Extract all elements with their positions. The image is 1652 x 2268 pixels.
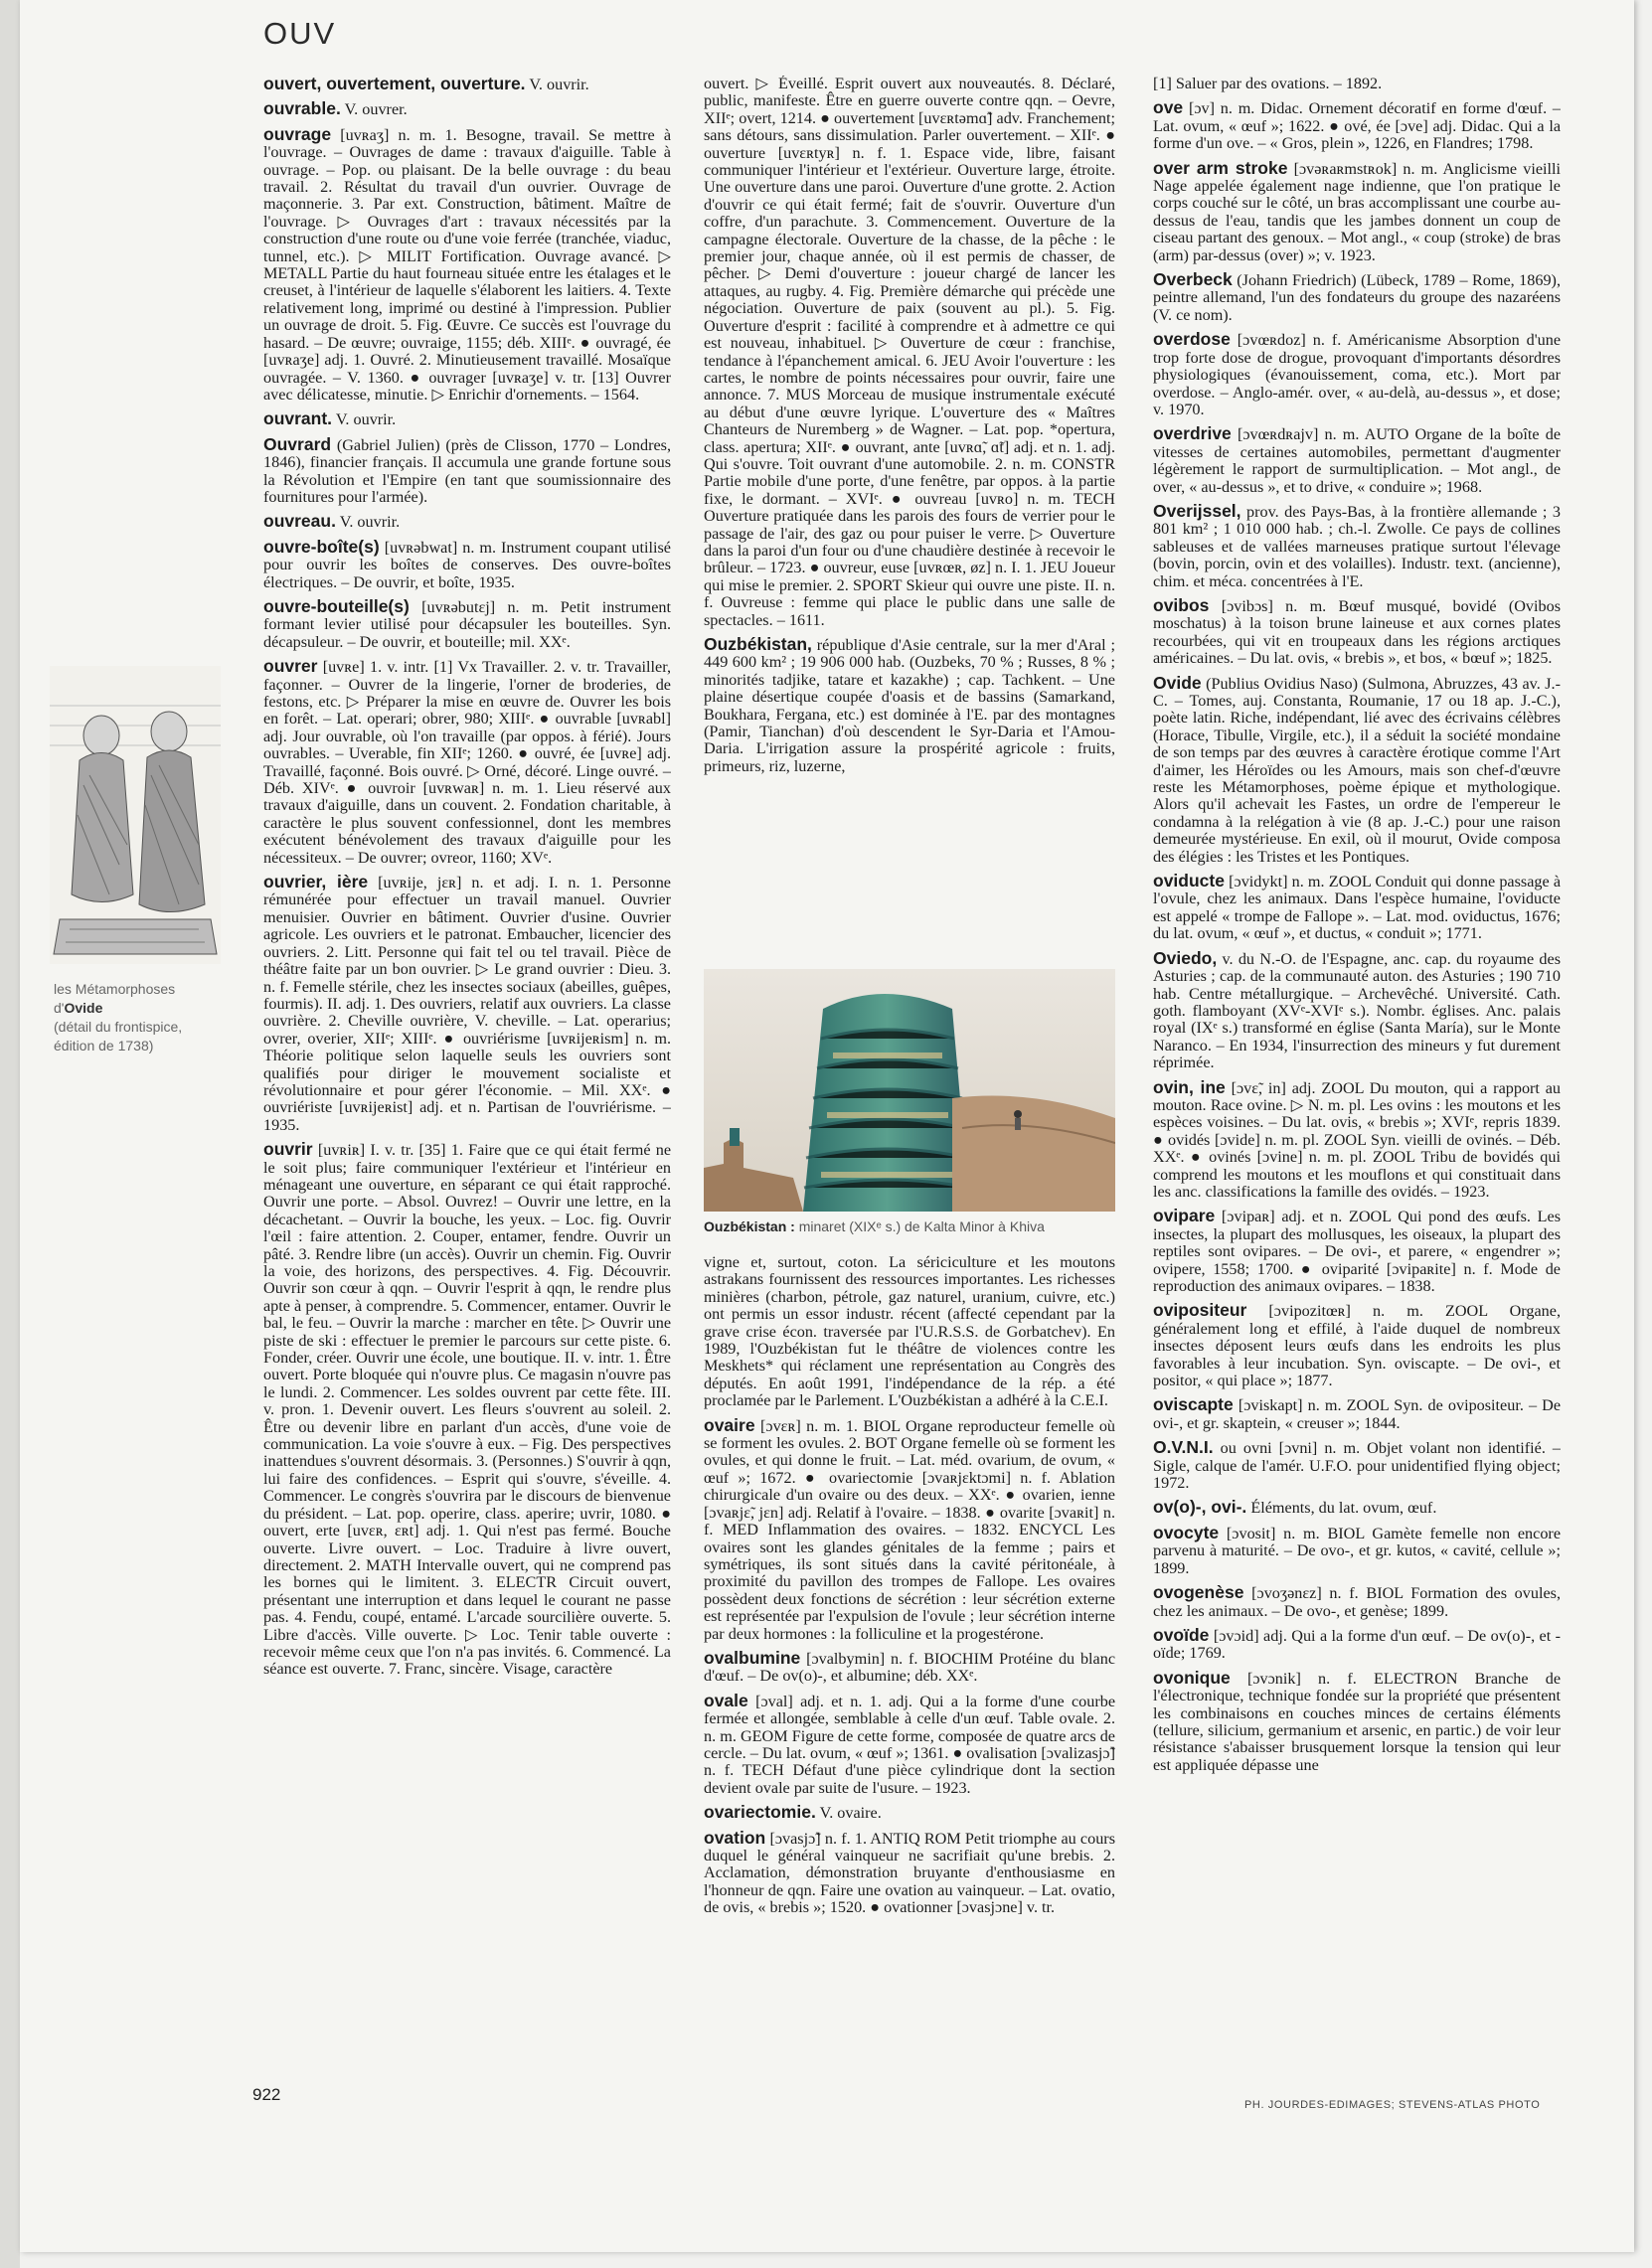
entry-headword: ouvrant. [263,408,333,429]
dictionary-entry [704,636,1115,775]
entry-definition: V. ouvrir. [335,410,397,429]
entry-headword: ovonique [1153,1667,1231,1688]
entry-definition: [ɔviskapt] n. m. ZOOL Syn. de ovipositeur. – De ovi-, et gr. skaptein, « creuser »; 1844. [1153,1396,1561,1432]
entry-headword: oviscapte [1153,1394,1234,1415]
entry-definition: [uvʀəbwat] n. m. Instrument coupant utilisé pour ouvrir les boîtes de conserves. Des ouvre-boîtes électriques. – De ouvrir, et boîte, 1935. [263,538,671,591]
entry-headword: ouvrer [263,656,318,677]
entry-definition: [ɔvasjɔ̃] n. f. 1. ANTIQ ROM Petit triomphe au cours duquel le général vainqueur ne sacrifiait qu'une brebis. 2. Acclamation, démonstration bruyante d'enthousiasme en l'honneur de qqn. Faire une ovation au vainqueur. – Lat. ovatio, de ovis, « brebis »; 1520. ● ovationner [ɔvasjɔne] v. tr. [704,1829,1115,1917]
entry-definition: V. ouvrir. [339,513,401,532]
page-number: 922 [252,2085,281,2104]
caption-line [54,999,233,1018]
entry-definition: [uvʀiʀ] I. v. tr. [35] 1. Faire que ce qui était fermé ne le soit plus; faire communiquer l'extérieur et l'intérieur en ménageant une ouverture, en séparant ce qui était rapproché. Ouvrir une porte. – Absol. Ouvrez! – Ouvrir une lettre, en la décachetant. – Ouvrir la bouche, les yeux. – Loc. fig. Ouvrir l'œil : faire attention. 2. Couper, entamer, fendre. Ouvrir un pâté. 3. Rendre libre (un accès). Ouvrir un chemin. Fig. Ouvrir la voie, des horizons, des perspectives. 4. Fig. Découvrir. Ouvrir son cœur à qqn. – Ouvrir l'esprit à qqn, le rendre plus apte à penser, à comprendre. 5. Commencer, entamer. Ouvrir le bal, le feu. – Ouvrir la marche : marcher en tête. ▷ Ouvrir une piste de ski : effectuer le premier le parcours sur cette piste. 6. Fonder, créer. Ouvrir une école, une boutique. II. v. intr. 1. Être ouvert. Porte bloquée qui n'ouvre plus. Ce magasin n'ouvre pas le lundi. 2. Commencer. Les soldes ouvrent par cette fête. III. v. pron. 1. Devenir ouvert. Les fleurs s'ouvrent au soleil. 2. Être ou devenir libre en parlant d'un accès, d'une voie de communication. La voie s'ouvre à eux. – Fig. Des perspectives inattendues s'ouvrent désormais. 3. (Personnes.) S'ouvrir à qqn, lui faire des confidences. – Esprit qui s'ouvre, s'éveille. 4. Commencer. Le congrès s'ouvrira par le discours de bienvenue du président. – Lat. pop. operire, class. aperire; uvrir, 1080. ● ouvert, erte [uvɛʀ, ɛʀt] adj. 1. Qui n'est pas fermé. Bouche ouverte. Livre ouvert. – Loc. Traduire à livre ouvert, directement. 2. MATH Intervalle ouvert, qui ne comprend pas les bornes qui le limitent. 3. ELECTR Circuit ouvert, présentant une interruption et dans lequel le courant ne passe pas. 4. Fendu, coupé, entamé. L'arcade sourcilière ouverte. 5. Libre d'accès. Ville ouverte. ▷ Loc. Tenir table ouverte : recevoir même ceux que l'on n'a pas invités. 6. Commencé. La séance est ouverte. 7. Franc, sincère. Visage, caractère [263,1141,671,1679]
entry-headword: Ouzbékistan, [704,634,812,654]
khiva-minaret-photo [704,969,1115,1212]
entry-definition: [ɔvoʒənɛz] n. f. BIOL Formation des ovules, chez les animaux. – De ovo-, et genèse; 1899. [1153,1584,1561,1620]
entry-definition: (Publius Ovidius Naso) (Sulmona, Abruzzes, 43 av. J.-C. – Tomes, auj. Constanta, Roumanie, 17 ou 18 ap. J.-C.), poète latin. Riche, indépendant, lié avec des écrivains célèbres (Horace, Tibulle, Virgile, etc.), il a séduit la société mondaine de son temps par des œuvres à caractère érotique comme l'Art d'aimer, les Héroïdes ou les Amours, mais son chef-d'œuvre reste les Métamorphoses, poème épique et mythologique. Alors qu'il achevait les Fastes, un ordre de l'empereur le condamna à la relégation à vie (8 ap. J.-C.) pour une raison demeurée mystérieuse. En exil, où il mourut, Ovide composa des élégies : les Tristes et les Pontiques. [1153,674,1561,866]
entry-headword: ovin, ine [1153,1076,1226,1097]
entry-headword: ovalbumine [704,1647,801,1668]
entry-definition: [ɔvosit] n. m. BIOL Gamète femelle non encore parvenu à maturité. – De ovo-, et gr. kutos, « cavité, cellule »; 1899. [1153,1524,1561,1577]
entry-definition: (Johann Friedrich) (Lübeck, 1789 – Rome, 1869), peintre allemand, l'un des fondateurs du groupe des nazaréens (V. ce nom). [1153,271,1561,324]
dictionary-entry [1153,1076,1561,1202]
dictionary-entry [1153,873,1561,943]
entry-definition: [ɔvɛʀ] n. m. 1. BIOL Organe reproducteur femelle où se forment les ovules. 2. BOT Organe femelle où se forment les ovules, et qui donne le fruit. – Lat. méd. ovarium, de ovum, « œuf »; 1672. ● ovariectomie [ɔvaʀjɛktɔmi] n. f. Ablation chirurgicale d'un ovaire ou des deux. – XXᵉ. ● ovarien, ienne [ɔvaʀjɛ̃, jɛn] adj. Relatif à l'ovaire. – 1838. ● ovarite [ɔvaʀit] n. f. MED Inflammation des ovaires. – 1832. ENCYCL Les ovaires sont les glandes génitales de la femme ; pairs et symétriques, ils sont situés dans la cavité péritonéale, à proximité du pavillon des trompes de Fallope. Les ovaires possèdent deux fonctions de sécrétion : leur sécrétion externe est représentée par l'expulsion de l'ovule ; leur sécrétion interne par deux hormones : la folliculine et la progestérone. [704,1416,1115,1643]
entry-headword: O.V.N.I. [1153,1437,1214,1458]
engraving-illustration [50,666,221,964]
entry-definition: [ɔvœʀdoz] n. f. Américanisme Absorption d'une trop forte dose de drogue, provoquant d'importants désordres physiologiques (évanouissement, coma, etc.). Mort par overdose. – Anglo-amér. over, « au-delà, au-dessus », et dose; v. 1970. [1153,331,1561,418]
entry-definition: [ɔvəʀaʀmstʀok] n. m. Anglicisme vieilli Nage appelée également nage indienne, que l'on pratique le corps couché sur le côté, un bras accomplissant une courbe au-dessus de l'eau, tandis que les jambes donnent un coup de ciseau partant des genoux. – Mot angl., « coup (stroke) de bras (arm) par-dessus (over) »; v. 1923. [1153,159,1561,264]
dictionary-entry [263,595,671,651]
scanner-edge [0,0,20,2268]
entry-definition: vigne et, surtout, coton. La sériciculture et les moutons astrakans fournissent des ressources importantes. Les richesses minières (charbon, pétrole, gaz naturel, uranium, cuivre, etc.) ont permis un essor industr. récent (affecté cependant par la grave crise écon. traversée par l'U.R.S.S. de Gorbatchev). En 1989, l'Ouzbékistan fut le théâtre de violences contre les Meskhets* qui réclament une représentation au Congrès des députés. En août 1991, l'indépendance de la rép. a été proclamée par le Parlement. L'Ouzbékistan a adhéré à la C.E.I. [704,1254,1115,1410]
entry-headword: Ovide [1153,672,1202,693]
entry-headword: ouvrage [263,123,332,144]
dictionary-entry [1153,1499,1561,1517]
dictionary-entry [263,76,671,93]
photo-caption-bold: Ouzbékistan : [704,1218,795,1234]
entry-headword: oviducte [1153,871,1225,891]
column-1 [263,76,671,2083]
entry-headword: Ouvrard [263,433,332,454]
ovide-caption [54,980,233,1055]
dictionary-entry [1153,500,1561,590]
entry-definition: V. ovaire. [819,1804,882,1823]
minaret-illustration [704,969,1115,1212]
dictionary-entry [263,513,671,531]
running-head: OUV [263,16,337,51]
entry-headword: ovocyte [1153,1522,1220,1542]
dictionary-entry [1153,76,1561,92]
dictionary-entry [1153,594,1561,668]
entry-definition: Éléments, du lat. ovum, œuf. [1250,1499,1437,1518]
entry-headword: ouvrir [263,1139,313,1160]
dictionary-entry [704,1647,1115,1686]
dictionary-entry [704,1804,1115,1822]
caption-line: (détail du frontispice, [54,1019,183,1035]
photo-caption [704,1218,1121,1234]
dictionary-entry [263,410,671,428]
caption-bold: Ovide [64,1000,103,1016]
entry-headword: ov(o)-, ovi-. [1153,1497,1247,1518]
dictionary-entry [704,76,1115,629]
dictionary-entry [263,658,671,867]
entry-definition: [ɔvalbymin] n. f. BIOCHIM Protéine du blanc d'œuf. – De ov(o)-, et albumine; déb. XXᵉ. [704,1649,1115,1686]
entry-headword: ovoïde [1153,1624,1210,1645]
dictionary-entry [1153,1302,1561,1389]
dictionary-entry [1153,1667,1561,1774]
entry-definition: [1] Saluer par des ovations. – 1892. [1153,76,1383,92]
entry-definition: [ɔv] n. m. Didac. Ornement décoratif en forme d'œuf. – Lat. ovum, « œuf »; 1622. ● ové, ée [ɔve] adj. Didac. Qui a la forme d'un ove. – « Gros, plein », 1226, en Flandres; 1798. [1153,99,1561,153]
dictionary-entry [1153,947,1561,1072]
entry-definition: [uvʀəbutɛj] n. m. Petit instrument formant levier utilisé pour décapsuler les bouteilles. Syn. décapsuleur. – De ouvrir, et bouteille; mil. XXᵉ. [263,597,671,651]
entry-headword: overdose [1153,329,1231,350]
dictionary-entry [1153,425,1561,496]
dictionary-entry [1153,672,1561,866]
dictionary-entry [263,536,671,591]
entry-definition: [ɔvɔnik] n. f. ELECTRON Branche de l'électronique, technique fondée sur la propriété que présentent les combinaisons en couches minces de certains éléments (tellure, silicium, germanium et arsenic, en partic.) de voir leur résistance s'abaisser brusquement lorsque la tension qui leur est appliquée dépasse une [1153,1669,1561,1774]
photo-credit: PH. JOURDES-EDIMAGES; STEVENS-ATLAS PHOTO [1244,2099,1541,2111]
entry-definition: prov. des Pays-Bas, à la frontière allemande ; 3 801 km² ; 1 010 000 hab. ; ch.-l. Zwolle. Ce pays de collines sableuses et de vallées marneuses pratique surtout l'élevage (bovin, porcin, ovin et des volailles). Industr. text. (ancienne), chim. et méca. concentrées à l'E. [1153,502,1561,590]
entry-definition: [ɔvœʀdʀajv] n. m. AUTO Organe de la boîte de vitesses de certaines automobiles, permettant d'augmenter légèrement le rapport de surmultiplication. – Mot angl., de over, « au-dessus », et to drive, « conduire »; 1968. [1153,425,1561,496]
dictionary-entry [704,1254,1115,1410]
entry-headword: ovipositeur [1153,1300,1247,1321]
entry-definition: [ɔvibɔs] n. m. Bœuf musqué, bovidé (Ovibos moschatus) à la toison brune laineuse et aux cornes plates recourbées, qui vit en troupeaux dans les régions arctiques américaines. – Du lat. ovis, « brebis », et bos, « bœuf »; 1825. [1153,596,1561,668]
entry-definition: [ɔvipaʀ] adj. et n. ZOOL Qui pond des œufs. Les insectes, la plupart des mollusques, les oiseaux, la plupart des reptiles sont ovipares. – De ovi-, et parere, « engendrer »; ovipere, 1558; 1700. ● oviparité [ɔvipaʀite] n. f. Mode de reproduction des animaux ovipares. – 1838. [1153,1208,1561,1295]
column-2 [704,76,1115,960]
entry-headword: Overijssel, [1153,500,1241,521]
entry-definition: ou ovni [ɔvni] n. m. Objet volant non identifié. – Sigle, calque de l'amér. U.F.O. pour unidentified flying object; 1972. [1153,1439,1561,1493]
entry-definition: ouvert. ▷ Éveillé. Esprit ouvert aux nouveautés. 8. Déclaré, public, manifeste. Être en guerre ouverte contre qqn. – Oevre, XIIᵉ; overt, 1214. ● ouvertement [uvɛʀtəmɑ̃] adv. Franchement; sans détours, sans dissimulation. Parler ouvertement. – XIIᵉ. ● ouverture [uvɛʀtyʀ] n. f. 1. Espace vide, libre, faisant communiquer l'intérieur et l'extérieur. Ouverture large, étroite. Une ouverture dans une paroi. Ouverture d'une grotte. 2. Action d'ouvrir ce qui était fermé; fait de s'ouvrir. Ouverture d'un coffre, d'un parachute. 3. Commencement. Ouverture de la campagne électorale. Ouverture de la chasse, de la pêche : le premier jour, chaque année, où il est permis de chasser, de pêcher. ▷ Demi d'ouverture : joueur chargé de lancer les attaques, au rugby. 4. Fig. Première démarche qui précède une négociation. Ouverture de paix (souvent au pl.). 5. Fig. Ouverture d'esprit : facilité à comprendre et à admettre ce qui est nouveau, inhabituel. ▷ Ouverture de cœur : franchise, tendance à l'épanchement amical. 6. JEU Avoir l'ouverture : les cartes, le nombre de points nécessaires pour ouvrir, faire une annonce. 7. MUS Morceau de musique instrumentale exécuté au début d'une œuvre lyrique. L'ouverture des « Maîtres Chanteurs de Nuremberg » de Wagner. – Lat. pop. *opertura, class. apertura; XIIᵉ. ● ouvrant, ante [uvʀɑ̃, ɑ̃t] adj. et n. 1. adj. Qui s'ouvre. Toit ouvrant d'une automobile. 2. n. m. CONSTR Partie mobile d'une porte, d'une fenêtre, par oppos. à la partie fixe, le dormant. – XVIᵉ. ● ouvreau [uvʀo] n. m. TECH Ouverture pratiquée dans les parois des fours de verrier pour le passage de l'air, des gaz ou pour puiser le verre. ▷ Ouverture dans la paroi d'un four ou d'une chaudière destinée à recevoir le brûleur. – 1723. ● ouvreur, euse [uvʀœʀ, øz] n. I. 1. JEU Joueur qui mise le premier. 2. SPORT Skieur qui ouvre une piste. II. n. f. Ouvreuse : femme qui place le public dans une salle de spectacles. – 1611. [704,76,1115,629]
entry-headword: ovariectomie. [704,1802,816,1823]
caption-prefix: d' [54,1000,65,1016]
photo-caption-text: minaret (XIXᵉ s.) de Kalta Minor à Khiva [798,1218,1045,1234]
dictionary-entry [1153,331,1561,418]
dictionary-entry [1153,99,1561,152]
entry-headword: ovibos [1153,594,1210,615]
entry-headword: ouvrable. [263,98,341,119]
column-3 [1153,76,1561,2083]
entry-headword: over arm stroke [1153,157,1288,178]
entry-definition: [ɔval] adj. et n. 1. adj. Qui a la forme d'une courbe fermée et allongée, semblable à celle d'un œuf. Table ovale. 2. n. m. GEOM Figure de cette forme, composée de quatre arcs de cercle. – Du lat. ovum, « œuf »; 1361. ● ovalisation [ɔvalizasjɔ̃] n. f. TECH Défaut d'une pièce cylindrique dont la section devient ovale par suite de l'usure. – 1923. [704,1692,1115,1797]
entry-definition: [ɔvɔid] adj. Qui a la forme d'un œuf. – De ov(o)-, et -oïde; 1769. [1153,1626,1561,1663]
dictionary-entry [1153,157,1561,264]
dictionary-entry [1153,1584,1561,1620]
entry-headword: Oviedo, [1153,947,1218,968]
dictionary-entry [1153,1439,1561,1492]
dictionary-entry [704,1690,1115,1797]
dictionary-entry [1153,1624,1561,1663]
entry-definition: [uvʀe] 1. v. intr. [1] Vx Travailler. 2. v. tr. Travailler, façonner. – Ouvrer de la lingerie, l'orner de broderies, de festons, etc. ▷ Préparer la mise en œuvre de. Ouvrer les bois en forêt. – Lat. operari; obrer, 980; XIIIᵉ. ● ouvrable [uvʀabl] adj. Jour ouvrable, où l'on travaille (par oppos. à férié). Jours ouvrables. – Uverable, fin XIIᵉ; 1260. ● ouvré, ée [uvʀe] adj. Travaillé, façonné. Bois ouvré. ▷ Orné, décoré. Linge ouvré. – Déb. XIVᵉ. ● ouvroir [uvʀwaʀ] n. m. 1. Lieu réservé aux travaux d'aiguille, dans un couvent. 2. Fondation charitable, à caractère le plus souvent confessionnel, dont les membres exécutent bénévolement des travaux d'aiguille pour les nécessiteux. – De ouvrer; ovreor, 1160; XVᵉ. [263,658,671,867]
entry-headword: ouvreau. [263,511,336,532]
caption-line: les Métamorphoses [54,981,176,997]
dictionary-entry [263,123,671,405]
entry-definition: [uvʀije, jɛʀ] n. et adj. I. n. 1. Personne rémunérée pour effectuer un travail manuel. Ouvrier menuisier. Ouvrier en bâtiment. Ouvrier d'usine. Ouvrier agricole. Les ouvriers et le patronat. Embaucher, licencier des ouvriers. 2. Litt. Personne qui fait tel ou tel travail. Pièce de théâtre faite par un bon ouvrier. ▷ Le grand ouvrier : Dieu. 3. n. f. Femelle stérile, chez les insectes sociaux (abeilles, guêpes, fourmis). II. adj. 1. Des ouvriers, relatif aux ouvriers. La classe ouvrière. 2. Cheville ouvrière, V. cheville. – Lat. operarius; ovrer, overier, XIIᵉ; XIIIᵉ. ● ouvriérisme [uvʀijeʀism] n. m. Théorie politique selon laquelle seuls les ouvriers sont qualifiés pour diriger le mouvement socialiste et révolutionnaire et pour gérer l'économie. – Mil. XXᵉ. ● ouvriériste [uvʀijeʀist] adj. et n. Partisan de l'ouvriérisme. – 1935. [263,874,671,1134]
entry-headword: ovaire [704,1414,755,1435]
ovide-engraving [50,666,221,964]
entry-headword: ovation [704,1827,766,1848]
entry-headword: ovale [704,1690,748,1710]
entry-headword: overdrive [1153,423,1232,444]
dictionary-entry [704,1414,1115,1643]
entry-headword: ove [1153,97,1184,118]
dictionary-entry [1153,1522,1561,1577]
dictionary-entry [263,874,671,1134]
dictionary-entry [1153,1396,1561,1432]
entry-definition: [ɔvipozitœʀ] n. m. ZOOL Organe, généralement long et effilé, à l'aide duquel de nombreux insectes déposent leurs œufs dans les endroits les plus favorables à leur incubation. Syn. oviscapte. – De ovi-, et positor, « qui place »; 1877. [1153,1302,1561,1390]
entry-definition: république d'Asie centrale, sur la mer d'Aral ; 449 600 km² ; 19 906 000 hab. (Ouzbeks, 70 % ; Russes, 8 % ; minorités tadjike, tatare et kazakhe) ; cap. Tachkent. – Une plaine désertique coupée d'oasis et de bassins (Samarkand, Boukhara, Fergana, etc.) est dominée à l'E. par des montagnes (Pamir, Tianchan) d'où descendent le Syr-Daria et l'Amou-Daria. L'irrigation assure la prospérité agricole : fruits, primeurs, riz, luzerne, [704,636,1115,775]
entry-headword: ouvrier, ière [263,872,369,892]
entry-headword: ovipare [1153,1206,1216,1226]
caption-line: édition de 1738) [54,1038,154,1053]
entry-headword: ovogenèse [1153,1582,1244,1603]
dictionary-entry [263,433,671,507]
entry-definition: (Gabriel Julien) (près de Clisson, 1770 – Londres, 1846), financier français. Il accumula une grande fortune sous la Révolution et l'Empire (en tant que soumissionnaire des fournitures pour l'armée). [263,435,671,506]
entry-headword: Overbeck [1153,269,1233,290]
dictionary-entry [1153,271,1561,324]
entry-headword: ouvert, ouvertement, ouverture. [263,76,526,93]
dictionary-entry [1153,1208,1561,1295]
entry-definition: [ɔvɛ̃, in] adj. ZOOL Du mouton, qui a rapport au mouton. Race ovine. ▷ N. m. pl. Les ovins : les moutons et les espèces voisines. – Du lat. ovis, « brebis »; XVIᵉ, repris 1839. ● ovidés [ɔvide] n. m. pl. ZOOL Syn. vieilli de ovinés. – Déb. XXᵉ. ● ovinés [ɔvine] n. m. pl. ZOOL Tribu de bovidés qui comprend les moutons et les mouflons et qui constituait dans les anc. classifications la famille des ovidés. – 1923. [1153,1078,1561,1201]
entry-headword: ouvre-bouteille(s) [263,595,410,616]
entry-definition: v. du N.-O. de l'Espagne, anc. cap. du royaume des Asturies ; cap. de la communauté auton. des Asturies ; 190 710 hab. Centre métallurgique. – Archevêché. Université. Cath. goth. flamboyant (XVᵉ-XVIᵉ s.). Nombr. églises. Anc. palais royal (IXᵉ s.) transformé en église (Santa María), sur le Monte Naranco. – En 1934, l'insurrection des mineurs y fut durement réprimée. [1153,949,1561,1072]
dictionary-entry [263,100,671,118]
entry-definition: V. ouvrir. [529,76,589,93]
dictionary-entry [704,1827,1115,1917]
dictionary-entry [263,1141,671,1679]
column-2-lower [704,1254,1115,2079]
entry-headword: ouvre-boîte(s) [263,536,380,557]
entry-definition: [uvʀaʒ] n. m. 1. Besogne, travail. Se mettre à l'ouvrage. – Ouvrages de dame : travaux d'aiguille. Table à ouvrage. – Pop. ou plaisant. De la belle ouvrage : du beau travail. 2. Résultat du travail d'un ouvrier. Ouvrage de maçonnerie. 3. Par ext. Construction, bâtiment. Maître de l'ouvrage. ▷ Ouvrages d'art : travaux nécessités par la construction d'une route ou d'une voie ferrée (tranchée, viaduc, tunnel, etc.). ▷ MILIT Fortification. Ouvrage avancé. ▷ METALL Partie du haut fourneau située entre les étalages et le creuset, à l'intérieur de laquelle s'élaborent les laitiers. 4. Texte relativement long, imprimé ou destiné à l'impression. Publier un ouvrage de droit. 5. Fig. Œuvre. Ce succès est l'ouvrage du hasard. – De œuvre; ouvraige, 1155; déb. XIIIᵉ. ● ouvragé, ée [uvʀaʒe] adj. 1. Ouvré. 2. Minutieusement travaillé. Mosaïque ouvragée. – V. 1360. ● ouvrager [uvʀaʒe] v. tr. [13] Ouvrer avec délicatesse, minutie. ▷ Enrichir d'ornements. – 1564. [263,125,671,404]
entry-definition: V. ouvrer. [344,100,408,119]
entry-definition: [ɔvidykt] n. m. ZOOL Conduit qui donne passage à l'ovule, chez les animaux. Dans l'espèce humaine, l'oviducte est appelé « trompe de Fallope ». – Lat. mod. oviductus, 1676; du lat. ovum, « œuf », et ductus, « conduit »; 1771. [1153,873,1561,943]
